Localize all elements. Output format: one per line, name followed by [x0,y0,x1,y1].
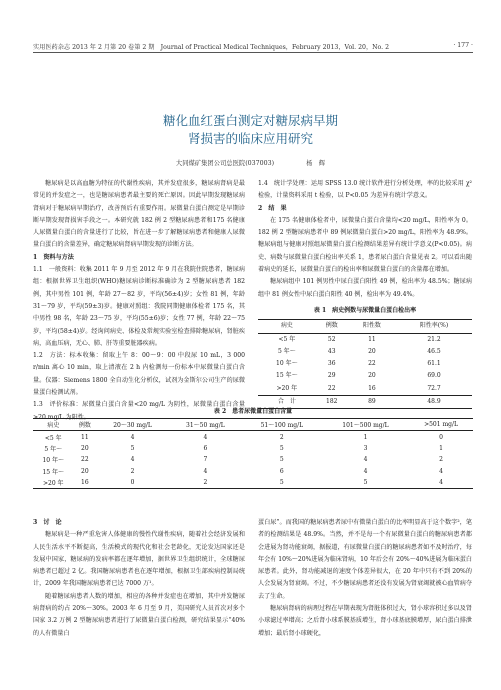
table-cell: 72.7 [427,384,441,392]
method-paragraph: 1.2 方法：标本收集：留取上午 8：00～9：00 中段尿 10 mL，3 000 r/min 离心 10 min，取上清液在 2 h 内检测每一份标本中尿微量白蛋白含量。仪器：Siemens 1800 全自动生化分析仪，试剂为金斯尔公司生产的尿微量蛋白检测试剂。 [33,352,245,397]
table-cell: 1 [439,444,443,452]
table-cell: 4 [130,433,135,441]
table-cell: 3 [363,444,368,452]
table1-caption: 表 1 病史例数与尿微量白蛋白检出率 [313,306,417,314]
discussion-right [258,517,472,640]
table-cell: 4 [439,467,443,475]
table-cell: 43 [327,347,336,355]
section-heading-discussion: 3 讨 论 [33,519,62,526]
table-cell: 61.1 [427,360,441,368]
table-cell: 2 [130,467,135,475]
table-row [258,333,472,346]
table2-header-cell: 病史 [47,422,60,430]
table-cell: 11 [81,433,89,441]
table-cell: 16 [368,384,376,392]
table2-caption: 表 2 患者尿微量白蛋白含量 [213,408,293,415]
table-cell: 36 [327,360,336,368]
table-cell: 5 [279,444,284,452]
page-number: · 177 · [453,42,473,49]
table1 [258,319,472,409]
table2-header-cell: 101～500 mg/L [342,422,389,430]
table-cell: 46.5 [427,347,441,355]
table2-header-cell: 20～30 mg/L [113,422,152,430]
table-cell: 21.2 [427,335,441,343]
table-cell: 5 年～ [44,445,63,453]
table-cell: 69.0 [427,372,441,380]
author-line [0,158,501,167]
discussion-left [33,517,245,640]
table1-header-cell: 病史 [280,322,293,330]
table-row [33,443,473,454]
table-cell: 22 [327,384,336,392]
table-cell: 29 [327,372,336,380]
table-cell: 6 [203,444,208,452]
discussion-paragraph-3: 蛋白尿”。而我国的糖尿病患者尿中有微量白蛋白的比率明显高于这个数字²，笔者的检测结果是 48.9%。当然，并不是每一个有尿微量白蛋白的糖尿病患者都会进展为肾功能衰竭，据报道，有尿微量白蛋白的糖尿病患者如不及时治疗，每年会有 10%～20%进展为临床肾病，10 年后会有 20%～40%进展为临床蛋白尿患者。此外，肾功能减退的速度个体差异很大，在 20 年中只有不到 20%的人会发展为肾衰竭。不过，不少糖尿病患者还没有发展为肾衰竭就被心血管病夺去了生命。 [258,519,472,600]
section-heading-results: 2 结 果 [258,204,287,212]
table-cell: 15 年～ [276,372,298,380]
table2-block [33,406,473,489]
author-name: 杨 辉 [306,160,326,167]
table-cell: 1 [363,433,368,441]
title-line-2: 肾损害的临床应用研究 [187,131,313,146]
table-row [33,466,473,477]
table-cell: >20 年 [42,480,64,488]
table-cell: 2 [279,433,284,441]
general-data-paragraph: 1.1 一般资料：收集 2011 年 9 月至 2012 年 9 月在我院住院患者，糖尿病组：根据世界卫生组织(WHO)糖尿病诊断标准确诊为 2 型糖尿病患者 182 例，其中男性 101 例，年龄 27～82 岁，平均(56±4)岁；女性 81 例，年龄 31～79 岁，平均(59±3)岁。健康对照组：我院同期健康体检者 175 名，其中男性 98 名，年龄 23～75 岁，平均(55±6)岁；女性 77 例，年龄 22～75 岁，平均(58±4)岁。经询问病史、体检及常规实验室检查排除糖尿病，肾脏疾病，高血压病，无心、肺、肝等重要脏器疾病。 [33,266,245,347]
results-paragraph-2: 糖尿病组中 101 例男性中尿白蛋白阳性 49 例，检出率为 48.5%；糖尿病组中 81 例女性中尿白蛋白阳性 40 例，检出率为 49.4%。 [258,278,472,298]
table-cell: 15 年～ [42,468,65,476]
table-cell: 20 [368,347,376,355]
affiliation: 大同煤矿集团公司总医院(037003) [175,160,275,167]
table-row [33,454,473,465]
table-cell: 4 [439,479,443,487]
table2 [33,418,473,489]
table-row [33,477,473,489]
table-row [258,358,472,370]
discussion-paragraph-2: 随着糖尿病患者人数的增加，相应的各种并发症也在增加，其中并发糖尿病肾病的约占 20%～30%。2003 年 6 月至 9 月，美国研究人员首次对多个国家 3.2 万例 2 型糖尿病患者进行了尿微量白蛋白检测，研究结果显示“40%的人有微量白 [33,592,245,637]
table-cell: 5 [279,456,284,464]
results-paragraph-1: 在 175 名健康体检者中，尿微量白蛋白含量均<20 mg/L，阳性率为 0。182 例 2 型糖尿病患者中 89 例尿微量白蛋白>20 mg/L，阳性率为 48.9%。糖尿病组与健康对照组尿微量白蛋白检测结果差异有统计学意义(P<0.05)。病史、病数与尿微量白蛋白检出率关系 1，患者尿白蛋白含量见表 2。可以看出随着病史的延长，尿微量白蛋白的检出率和尿微量白蛋白的含量都在增加。 [258,216,472,274]
criteria-paragraph: 1.3 评价标准：尿微量白蛋白含量<20 mg/L 为阴性，尿微量白蛋白含量>20 mg/L 为阳性。 [33,401,245,421]
table2-header-row [33,419,473,431]
table-cell: 0 [439,433,443,441]
table-cell: 5 年～ [277,347,296,355]
table-cell: 10 年～ [42,457,65,465]
table-cell: 4 [203,467,208,475]
table-cell: 11 [368,335,376,343]
section-heading-methods: 1 资料与方法 [33,253,74,261]
table-row [258,346,472,358]
table-cell: 2 [203,479,208,487]
table-cell: 4 [363,467,368,475]
table-cell: >20 年 [276,384,298,392]
title-line-1: 糖化血红蛋白测定对糖尿病早期 [162,113,338,128]
table2-header-cell: 例数 [78,422,91,430]
discussion-paragraph-4: 糖尿病肾病的病理过程在早期表现为肾脏体积过大，肾小球容积过多以及肾小球滤过率增高；之后肾小球系膜基质增生，肾小球基底膜增厚，尿白蛋白排泄增加；最后肾小球硬化， [258,605,472,637]
table-cell: 4 [130,456,135,464]
table-cell: 22 [81,456,89,464]
table-cell: 2 [439,456,443,464]
table1-header-cell: 阳性率(%) [419,322,449,330]
left-column [33,178,245,424]
table-cell: <5 年 [278,335,296,343]
table-cell: 5 [130,444,135,452]
table1-header-row [258,320,472,333]
table2-header-cell: 51～100 mg/L [260,422,304,430]
table-cell: 182 [316,396,348,409]
discussion-paragraph-1: 糖尿病是一种严重危害人体健康的慢性代谢性疾病，随着社会经济发展和人民生活水平不断提高，生活模式的现代化和社会老龄化，无论发达国家还是发展中国家，糖尿病的发病率都在逐年增加，据世界卫生组织统计，全球糖尿病患者已超过 2 亿。我国糖尿病患者也在逐年增加，根据卫生部疾病控制局统计，2009 年我国糖尿病患者已达 7000 万¹。 [33,531,245,588]
table-cell: 7 [203,456,208,464]
table-cell: 4 [363,456,368,464]
table-cell: 52 [327,335,336,343]
table1-header-cell: 阳性数 [362,322,381,330]
table-cell: 16 [81,479,89,487]
table-cell: 48.9 [396,396,472,409]
table-row [33,431,473,443]
table-cell: 89 [348,396,396,409]
table-cell: 0 [130,479,135,487]
table2-header-cell: >501 mg/L [424,421,459,429]
article-title [0,112,501,148]
header-rule [33,52,473,53]
table-cell: 20 [368,372,376,380]
table-cell: 5 [363,479,368,487]
table-cell: 6 [279,467,284,475]
table-cell: <5 年 [44,434,62,442]
table-cell: 22 [368,360,376,368]
table-cell: 5 [279,479,284,487]
table-cell: 4 [203,433,208,441]
table-cell: 20 [81,444,89,452]
table-cell: 20 [81,467,89,475]
intro-paragraph: 糖尿病是以高血糖为特征的代谢性疾病，其并发症很多，糖尿病肾病是最常见的并发症之一，也是糖尿病患者最主要的死亡原因。因此早期发现糖尿病肾病对于糖尿病早期治疗，改善预后有重要作用。尿微量白蛋白测定是早期诊断早期发现肾损害手段之一。本研究就 182 例 2 型糖尿病患者和175 名健康人尿微量白蛋白的含量进行了比较，旨在进一步了解糖尿病患者和健康人尿微量白蛋白的含量差异，确定糖尿病肾病早期发现的诊断方法。 [33,180,245,249]
table-row [258,383,472,396]
table-cell: 合 计 [258,396,316,409]
table-cell: 10 年～ [276,360,298,368]
right-column [258,178,472,409]
statistics-paragraph: 1.4 统计学处理：运用 SPSS 13.0 统计软件进行分析处理，率的比较采用 χ² 检验，计量资料采用 t 检验，以 P<0.05 为差异有统计学意义。 [258,180,472,200]
table1-header-cell: 例数 [325,322,338,330]
table2-header-cell: 31～50 mg/L [186,422,225,430]
journal-info: 实用医药杂志 2013 年 2 月第 20 卷第 2 期 Journal of Practical Medical Techniques，February 2013，Vol. 20，No. 2 [33,44,390,51]
table-row [258,370,472,382]
